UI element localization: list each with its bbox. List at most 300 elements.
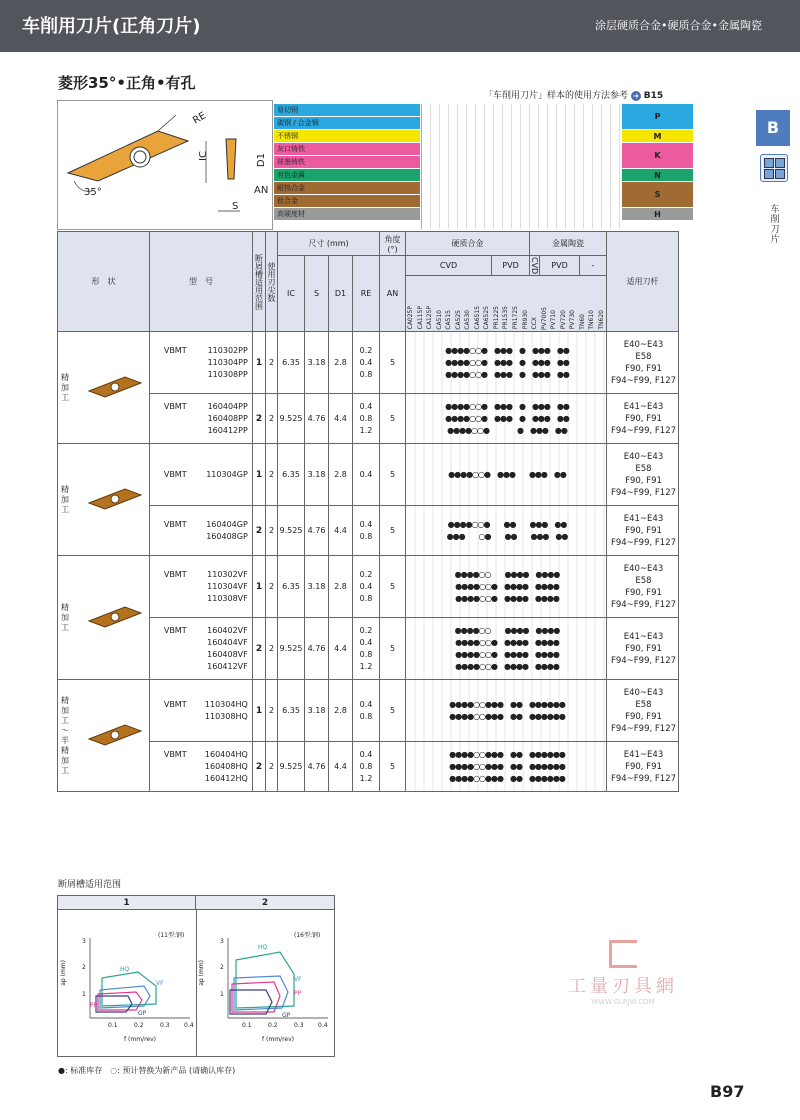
re-value: 0.4 xyxy=(359,699,373,709)
grade-ca515: CA515 xyxy=(445,309,453,330)
grade-ca115p: CA115P xyxy=(416,306,424,330)
dim-re xyxy=(353,680,380,742)
table-row xyxy=(58,742,679,792)
model-size: 160408HQ xyxy=(204,761,248,771)
code-s: S xyxy=(622,182,693,208)
angle-label: 35° xyxy=(84,187,102,198)
grade-ca125p: CA125P xyxy=(426,306,434,330)
holder-value: E58 xyxy=(635,351,652,362)
page-subtitle: 涂层硬质合金•硬质合金•金属陶瓷 xyxy=(595,19,762,32)
grade-ca025p: CA025P xyxy=(407,306,414,330)
insert-diagram xyxy=(57,100,273,230)
holder-cell xyxy=(607,556,679,618)
table-row xyxy=(58,618,679,680)
dim-d1: 2.8 xyxy=(329,680,353,742)
re-value: 1.2 xyxy=(359,661,373,671)
holder-value: F90, F91 xyxy=(625,525,662,536)
grade-pv7005: PV7005 xyxy=(540,306,548,330)
chip-range: 2 xyxy=(253,742,266,792)
model-size: 110308VF xyxy=(207,593,248,603)
y-tick-3-1: 3 xyxy=(82,938,86,945)
model-series: VBMT xyxy=(163,699,187,709)
model-cell xyxy=(150,556,253,618)
dim-s: 3.18 xyxy=(305,556,329,618)
col-chip-range: 断屑槽适用范围 xyxy=(253,232,266,332)
model-size: 110308HQ xyxy=(204,711,248,721)
model-series: VBMT xyxy=(163,519,187,529)
holder-value: F90, F91 xyxy=(625,711,662,722)
re-value: 0.4 xyxy=(359,749,373,759)
model-cell xyxy=(150,618,253,680)
dim-s: 3.18 xyxy=(305,332,329,394)
table-row xyxy=(58,556,679,618)
re-value: 0.2 xyxy=(359,345,373,355)
col-dims: 尺寸 (mm) xyxy=(278,232,380,256)
usage-note-text: 「车削用刀片」样本的使用方法参考 xyxy=(484,91,629,101)
grade-pv720: PV720 xyxy=(559,310,567,330)
chip-range: 1 xyxy=(253,332,266,394)
legend: ●: 标准库存 ◌: 预计替换为新产品 (请确认库存) xyxy=(58,1066,236,1075)
grade-ca6515: CA6515 xyxy=(473,305,481,330)
curve-hq-2: HQ xyxy=(258,944,268,951)
holder-cell xyxy=(607,680,679,742)
x-tick-04-2: 0.4 xyxy=(318,1022,328,1029)
chip-breaker-title: 断屑槽适用范围 xyxy=(58,880,122,890)
model-cell xyxy=(150,332,253,394)
insert-shape-icon xyxy=(85,481,145,517)
edge-count: 2 xyxy=(266,680,278,742)
grade-tn610: TN610 xyxy=(588,309,596,330)
dim-re xyxy=(353,394,380,444)
edge-count: 2 xyxy=(266,742,278,792)
holder-value: F94~F99, F127 xyxy=(610,655,677,666)
col-angle: 角度 (°) xyxy=(380,232,406,256)
x-tick-01-1: 0.1 xyxy=(108,1022,118,1029)
holder-value: F94~F99, F127 xyxy=(610,537,677,548)
shape-cell xyxy=(58,444,150,556)
dim-an: 5 xyxy=(380,680,406,742)
re-value: 0.8 xyxy=(359,531,373,541)
chip-range: 1 xyxy=(253,444,266,506)
model-size: 160412VF xyxy=(207,661,248,671)
x-tick-01-2: 0.1 xyxy=(242,1022,252,1029)
edge-count: 2 xyxy=(266,444,278,506)
material-stainless: 不锈钢 xyxy=(274,130,420,143)
dim-re xyxy=(353,444,380,506)
grade-availability xyxy=(406,332,607,394)
holder-value: E58 xyxy=(635,575,652,586)
holder-cell xyxy=(607,506,679,556)
grade-dots: ●●●●○○● ●●●● ●●●● xyxy=(455,661,559,671)
dim-an: 5 xyxy=(380,332,406,394)
holder-value: F90, F91 xyxy=(625,643,662,654)
grade-availability xyxy=(406,742,607,792)
dim-d1: 2.8 xyxy=(329,444,353,506)
dim-d1: 2.8 xyxy=(329,556,353,618)
arrow-right-icon: ➜ xyxy=(631,91,641,101)
dim-re xyxy=(353,332,380,394)
chip-breaker-chart xyxy=(57,895,335,1057)
holder-value: E40~E43 xyxy=(623,563,664,574)
grade-ca510: CA510 xyxy=(435,309,443,330)
grade-availability xyxy=(406,680,607,742)
dim-an: 5 xyxy=(380,742,406,792)
grade-dots: ●●●●○○● ●●●● ●●●● xyxy=(455,581,559,591)
usage-note-ref[interactable]: B15 xyxy=(643,91,664,101)
holder-value: F90, F91 xyxy=(625,587,662,598)
col-holder: 适用刀杆 xyxy=(607,232,679,332)
re-value: 0.4 xyxy=(359,469,373,479)
chip-panel-1-note: (11型:钢) xyxy=(158,932,185,939)
holder-value: E40~E43 xyxy=(623,451,664,462)
insert-category-icon xyxy=(760,154,788,182)
edge-count: 2 xyxy=(266,556,278,618)
holder-cell xyxy=(607,742,679,792)
holder-value: F90, F91 xyxy=(625,761,662,772)
dim-s: 4.76 xyxy=(305,394,329,444)
dim-ic: 9.525 xyxy=(278,506,305,556)
chip-range: 2 xyxy=(253,394,266,444)
y-tick-2-2: 2 xyxy=(220,964,224,971)
grade-tn620: TN620 xyxy=(597,309,605,330)
holder-cell xyxy=(607,618,679,680)
grade-dots: ●●●●○○●●● ●● ●●●●●● xyxy=(449,711,565,721)
dim-s: 4.76 xyxy=(305,742,329,792)
table-row xyxy=(58,444,679,506)
dim-re xyxy=(353,742,380,792)
model-series: VBMT xyxy=(163,569,187,579)
model-cell xyxy=(150,742,253,792)
model-series: VBMT xyxy=(163,469,187,479)
grade-pv710: PV710 xyxy=(550,310,558,330)
page-header xyxy=(0,0,800,52)
model-size: 160412PP xyxy=(207,425,248,435)
holder-value: E41~E43 xyxy=(623,631,664,642)
x-tick-04-1: 0.4 xyxy=(184,1022,194,1029)
grade-dots: ●●●●○○● ● ●●● ●● xyxy=(447,425,567,435)
col-edges: 使用刃尖数 xyxy=(266,232,278,332)
curve-pp-1: PP xyxy=(90,1002,98,1009)
dim-d1: 4.4 xyxy=(329,506,353,556)
holder-cell xyxy=(607,394,679,444)
table-row xyxy=(58,332,679,394)
material-hardened: 高硬度材 xyxy=(274,208,420,221)
y-tick-3-2: 3 xyxy=(220,938,224,945)
grade-dots: ●●●●○○● ●●● ● ●●● ●● xyxy=(445,357,569,367)
grade-pr1225: PR1225 xyxy=(492,306,500,330)
grade-dots: ●●●●○○● ●●● ●●● ●● xyxy=(448,469,566,479)
page-number: B97 xyxy=(710,1082,745,1101)
edge-count: 2 xyxy=(266,332,278,394)
table-row xyxy=(58,506,679,556)
category-label: 精加工 xyxy=(61,602,69,632)
model-size: 110304GP xyxy=(206,469,248,479)
chip-range: 1 xyxy=(253,556,266,618)
x-axis-label-1: f (mm/rev) xyxy=(124,1036,156,1043)
model-cell xyxy=(150,680,253,742)
material-grade-grid xyxy=(421,104,621,229)
watermark xyxy=(568,940,678,1006)
dim-an: 5 xyxy=(380,506,406,556)
re-value: 0.4 xyxy=(359,581,373,591)
grade-dots: ●●● ○● ●● ●●● ●● xyxy=(446,531,568,541)
re-value: 1.2 xyxy=(359,425,373,435)
curve-gp-1: GP xyxy=(138,1010,147,1017)
grade-dots: ●●●●○○● ●●● ● ●●● ●● xyxy=(445,401,569,411)
grade-dots: ●●●●○○● ●●● ● ●●● ●● xyxy=(445,413,569,423)
holder-value: F94~F99, F127 xyxy=(610,487,677,498)
watermark-logo-icon xyxy=(609,940,637,968)
model-series: VBMT xyxy=(163,625,187,635)
chip-panel-2-label: 2 xyxy=(196,896,334,910)
dim-d1: 4.4 xyxy=(329,742,353,792)
insert-shape-icon xyxy=(85,717,145,753)
dim-an: 5 xyxy=(380,444,406,506)
watermark-url: WWW.GLRJW.COM xyxy=(591,998,655,1006)
model-size: 160412HQ xyxy=(204,773,248,783)
insert-drawing xyxy=(58,101,274,231)
model-size: 110304PP xyxy=(207,357,248,367)
grade-ca530: CA530 xyxy=(464,309,472,330)
holder-value: F94~F99, F127 xyxy=(610,599,677,610)
dim-d1: 2.8 xyxy=(329,332,353,394)
model-size: 110304VF xyxy=(207,581,248,591)
holder-value: F90, F91 xyxy=(625,363,662,374)
page-title: 车削用刀片(正角刀片) xyxy=(22,16,201,37)
dim-re xyxy=(353,618,380,680)
re-value: 0.8 xyxy=(359,711,373,721)
holder-value: E58 xyxy=(635,699,652,710)
model-size: 160402VF xyxy=(207,625,248,635)
col-pvd: PVD xyxy=(492,256,530,276)
col-ic: IC xyxy=(278,256,305,332)
material-heat-resistant: 耐热合金 xyxy=(274,182,420,195)
model-size: 110304HQ xyxy=(204,699,248,709)
grade-dots: ●●●●○○ ●●●● ●●●● xyxy=(454,569,560,579)
chip-panel-1-label: 1 xyxy=(58,896,196,910)
dim-s: 3.18 xyxy=(305,444,329,506)
model-size: 110302PP xyxy=(207,345,248,355)
holder-value: F94~F99, F127 xyxy=(610,773,677,784)
model-cell xyxy=(150,506,253,556)
curve-pp-2: PP xyxy=(294,990,302,997)
dim-ic: 9.525 xyxy=(278,394,305,444)
category-label: 精加工 xyxy=(61,484,69,514)
model-size: 110302VF xyxy=(207,569,248,579)
dim-an: 5 xyxy=(380,618,406,680)
shape-cell xyxy=(58,332,150,444)
dim-ic: 6.35 xyxy=(278,556,305,618)
grade-dots: ●●●●○○● ●●● ● ●●● ●● xyxy=(445,369,569,379)
edge-count: 2 xyxy=(266,618,278,680)
holder-value: E41~E43 xyxy=(623,513,664,524)
grade-dots: ●●●●○○●●● ●● ●●●●●● xyxy=(449,773,565,783)
edge-count: 2 xyxy=(266,394,278,444)
dim-s: 3.18 xyxy=(305,680,329,742)
re-value: 0.2 xyxy=(359,569,373,579)
model-size: 110308PP xyxy=(207,369,248,379)
dim-ic: 6.35 xyxy=(278,444,305,506)
grade-pr1535: PR1535 xyxy=(502,306,510,330)
side-tab-label: 车削刀片 xyxy=(770,205,780,245)
watermark-text: 工量刃具網 xyxy=(568,976,678,997)
x-tick-02-1: 0.2 xyxy=(134,1022,144,1029)
table-row xyxy=(58,680,679,742)
material-titanium: 钛合金 xyxy=(274,195,420,208)
model-size: 160404GP xyxy=(206,519,248,529)
chip-range: 2 xyxy=(253,506,266,556)
dim-ic: 9.525 xyxy=(278,742,305,792)
y-tick-2-1: 2 xyxy=(82,964,86,971)
insert-shape-icon xyxy=(85,369,145,405)
col-cvd: CVD xyxy=(406,256,492,276)
chip-range: 2 xyxy=(253,618,266,680)
holder-cell xyxy=(607,332,679,394)
d1-label: D1 xyxy=(256,153,267,168)
holder-value: E41~E43 xyxy=(623,749,664,760)
x-tick-03-2: 0.3 xyxy=(294,1022,304,1029)
s-label: S xyxy=(232,201,239,212)
col-shape: 形 状 xyxy=(58,232,150,332)
holder-value: F94~F99, F127 xyxy=(610,425,677,436)
grade-tn60: TN60 xyxy=(578,313,586,330)
col-re: RE xyxy=(353,256,380,332)
code-n: N xyxy=(622,169,693,182)
an-label: AN xyxy=(254,185,269,196)
material-carbon-steel: 碳钢 / 合金钢 xyxy=(274,117,420,130)
grade-availability xyxy=(406,618,607,680)
category-label: 精加工～半精加工 xyxy=(61,695,69,775)
model-size: 160408GP xyxy=(206,531,248,541)
curve-hq-1: HQ xyxy=(120,966,130,973)
curve-gp-2: GP xyxy=(282,1012,291,1019)
material-ductile-iron: 球墨铸铁 xyxy=(274,156,420,169)
dim-re xyxy=(353,556,380,618)
edge-count: 2 xyxy=(266,506,278,556)
re-value: 0.4 xyxy=(359,519,373,529)
dim-ic: 6.35 xyxy=(278,680,305,742)
holder-value: F90, F91 xyxy=(625,413,662,424)
re-value: 0.4 xyxy=(359,357,373,367)
re-value: 0.8 xyxy=(359,593,373,603)
dim-s: 4.76 xyxy=(305,506,329,556)
col-carbide: 硬质合金 xyxy=(406,232,530,256)
re-value: 0.2 xyxy=(359,625,373,635)
grade-ca6525: CA6525 xyxy=(483,305,491,330)
grade-ccx: CCX xyxy=(531,317,539,330)
model-cell xyxy=(150,394,253,444)
grade-dots: ●●●●○○●●● ●● ●●●●●● xyxy=(449,761,565,771)
curve-vf-2: VF xyxy=(294,976,302,983)
model-series: VBMT xyxy=(163,749,187,759)
holder-value: E40~E43 xyxy=(623,339,664,350)
col-d1: D1 xyxy=(329,256,353,332)
holder-value: F94~F99, F127 xyxy=(610,375,677,386)
grade-dots: ●●●●○○●●● ●● ●●●●●● xyxy=(449,699,565,709)
model-size: 160404PP xyxy=(207,401,248,411)
grade-ca525: CA525 xyxy=(454,309,462,330)
grade-availability xyxy=(406,444,607,506)
grade-dots: ●●●●○○● ●●●● ●●●● xyxy=(455,649,559,659)
grade-availability xyxy=(406,394,607,444)
grade-dots: ●●●●○○● ●●●● ●●●● xyxy=(455,637,559,647)
insert-table xyxy=(57,231,679,792)
holder-value: E40~E43 xyxy=(623,687,664,698)
code-h: H xyxy=(622,208,693,221)
dim-an: 5 xyxy=(380,394,406,444)
dim-an: 5 xyxy=(380,556,406,618)
code-p: P xyxy=(622,104,693,130)
model-size: 160408PP xyxy=(207,413,248,423)
model-size: 160408VF xyxy=(207,649,248,659)
model-series: VBMT xyxy=(163,345,187,355)
holder-cell xyxy=(607,444,679,506)
col-an: AN xyxy=(380,256,406,332)
chip-range: 1 xyxy=(253,680,266,742)
material-free-cutting-steel: 易切钢 xyxy=(274,104,420,117)
chip-panel-2-note: (16型:钢) xyxy=(294,932,321,939)
x-tick-03-1: 0.3 xyxy=(160,1022,170,1029)
dim-s: 4.76 xyxy=(305,618,329,680)
grade-dots: ●●●●○○ ●●●● ●●●● xyxy=(454,625,560,635)
insert-shape-icon xyxy=(85,599,145,635)
model-cell xyxy=(150,444,253,506)
grade-pr930: PR930 xyxy=(521,310,529,330)
re-value: 0.8 xyxy=(359,413,373,423)
grade-pr1725: PR1725 xyxy=(512,306,520,330)
dim-re xyxy=(353,506,380,556)
model-series: VBMT xyxy=(163,401,187,411)
col-dash: - xyxy=(580,256,607,276)
col-cermet: 金属陶瓷 xyxy=(530,232,607,256)
ic-label: IC xyxy=(198,151,209,161)
grade-header-row xyxy=(406,276,607,332)
shape-cell xyxy=(58,556,150,680)
side-tab-letter[interactable]: B xyxy=(756,110,790,146)
grade-dots: ●●●●○○● ●● ●●● ●● xyxy=(447,519,567,529)
x-tick-02-2: 0.2 xyxy=(268,1022,278,1029)
holder-value: E41~E43 xyxy=(623,401,664,412)
category-label: 精加工 xyxy=(61,372,69,402)
col-s: S xyxy=(305,256,329,332)
section-title: 菱形35°•正角•有孔 xyxy=(58,74,196,92)
code-m: M xyxy=(622,130,693,143)
col-pvd2: PVD xyxy=(540,256,580,276)
model-size: 160404VF xyxy=(207,637,248,647)
re-value: 0.8 xyxy=(359,761,373,771)
re-label: RE xyxy=(191,110,209,127)
code-k: K xyxy=(622,143,693,169)
grade-availability xyxy=(406,506,607,556)
re-value: 0.4 xyxy=(359,401,373,411)
dim-d1: 4.4 xyxy=(329,618,353,680)
shape-cell xyxy=(58,680,150,792)
re-value: 0.4 xyxy=(359,637,373,647)
grade-dots: ●●●●○○● ●●●● ●●●● xyxy=(455,593,559,603)
grade-dots: ●●●●○○● ●●● ● ●●● ●● xyxy=(445,345,569,355)
col-model: 型 号 xyxy=(150,232,253,332)
usage-note[interactable] xyxy=(484,88,663,101)
dim-ic: 6.35 xyxy=(278,332,305,394)
re-value: 1.2 xyxy=(359,773,373,783)
dim-d1: 4.4 xyxy=(329,394,353,444)
model-size: 160404HQ xyxy=(204,749,248,759)
holder-value: F94~F99, F127 xyxy=(610,723,677,734)
y-tick-1-1: 1 xyxy=(82,991,86,998)
dim-ic: 9.525 xyxy=(278,618,305,680)
material-gray-iron: 灰口铸铁 xyxy=(274,143,420,156)
re-value: 0.8 xyxy=(359,649,373,659)
